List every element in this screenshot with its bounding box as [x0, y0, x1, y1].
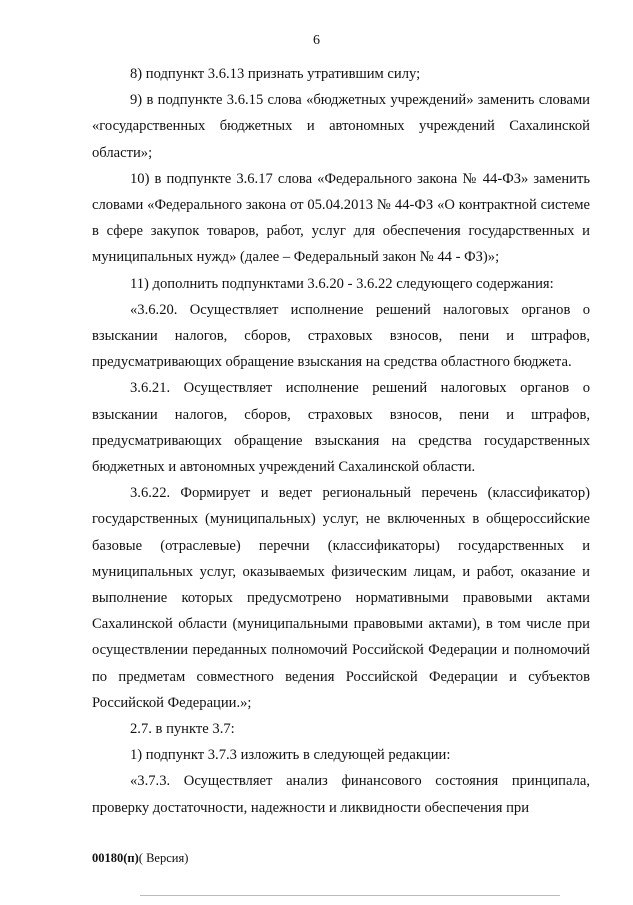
- paragraph-3-6-21: 3.6.21. Осуществляет исполнение решений налоговых органов о взыскании налогов, сборов, страховых взносов, пени и штрафов, предусматривающих обращение взыскания на средства государственных бюджетных и автономных учреждений Сахалинской области.: [92, 380, 590, 476]
- paragraph-3-6-20: «3.6.20. Осуществляет исполнение решений налоговых органов о взыскании налогов, сборов, страховых взносов, пени и штрафов, предусматривающих обращение взыскания на средства областного бюджета.: [92, 301, 590, 371]
- paragraph-item-11: 11) дополнить подпунктами 3.6.20 - 3.6.22 следующего содержания:: [130, 275, 554, 292]
- paragraph-item-9: 9) в подпункте 3.6.15 слова «бюджетных учреждений» заменить словами «государственных бюджетных и автономных учреждений Сахалинской области»;: [92, 92, 590, 161]
- paragraph-3-6-22: 3.6.22. Формирует и ведет региональный перечень (классификатор) государственных (муниципальных) услуг, не включенных в общероссийские базовые (отраслевые) перечни (классификаторы) государственных и муниципальных услуг, оказываемых физическим лицам, и работ, оказание и выполнение которых предусмотрено нормативными правовыми актами Сахалинской области (муниципальными правовыми актами), в том числе при осуществлении переданных полномочий Российской Федерации и полномочий по предметам совместного ведения Российской Федерации и субъектов Российской Федерации.»;: [92, 485, 590, 711]
- document-footer: [92, 851, 188, 866]
- paragraph-3-7-3: «3.7.3. Осуществляет анализ финансового состояния принципала, проверку достаточности, надежности и ликвидности обеспечения при: [92, 773, 590, 816]
- document-version: ( Версия): [138, 851, 189, 865]
- paragraph-item-8: 8) подпункт 3.6.13 признать утратившим силу;: [130, 66, 421, 82]
- page-number: 6: [313, 33, 320, 48]
- paragraph-item-10: 10) в подпункте 3.6.17 слова «Федерального закона № 44-ФЗ» заменить словами «Федерального закона от 05.04.2013 № 44-ФЗ «О контрактной системе в сфере закупок товаров, работ, услуг для обеспечения государственных и муниципальных нужд» (далее – Федеральный закон № 44 - ФЗ)»;: [92, 170, 590, 266]
- document-code: 00180(п): [92, 851, 139, 865]
- bottom-divider: [140, 895, 560, 896]
- document-body: [92, 61, 590, 821]
- paragraph-item-1: 1) подпункт 3.7.3 изложить в следующей редакции:: [130, 747, 451, 764]
- paragraph-2-7: 2.7. в пункте 3.7:: [130, 721, 235, 738]
